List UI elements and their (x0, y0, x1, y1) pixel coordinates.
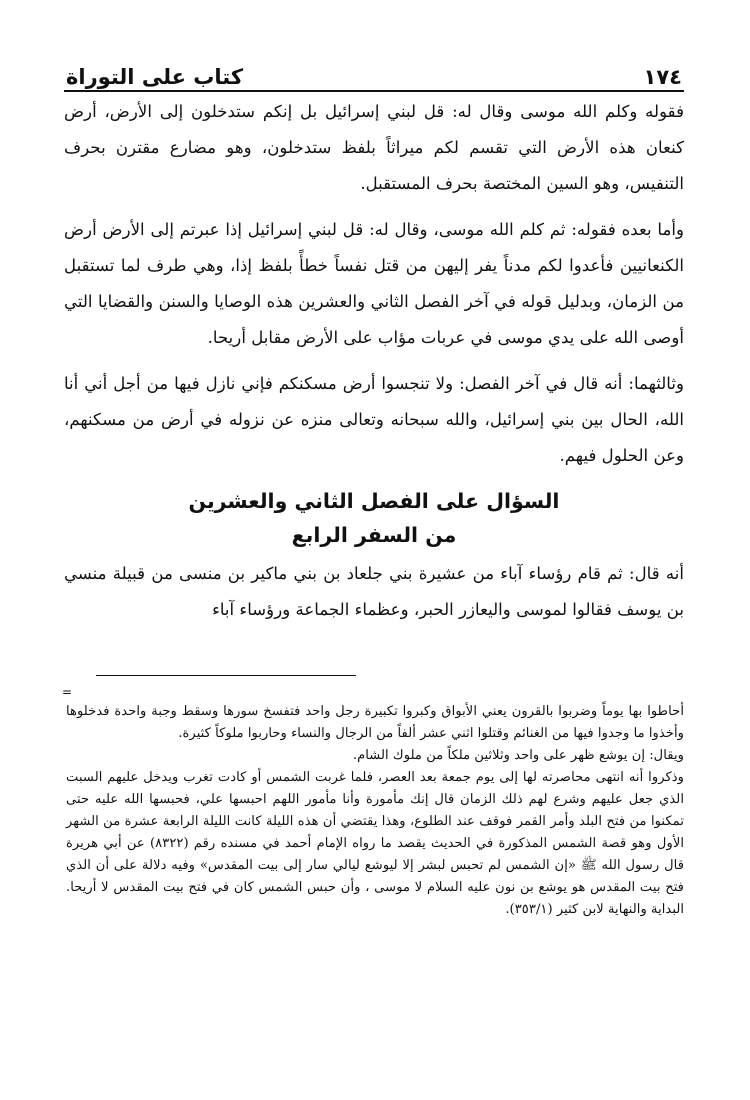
header-rule (64, 90, 684, 92)
footnotes (66, 701, 684, 921)
footnote-continuation-mark: = (62, 685, 73, 699)
page-number: ١٧٤ (643, 65, 682, 89)
footnote-separator (96, 675, 356, 676)
footnote-paragraph: أحاطوا بها يوماً وضربوا بالقرون يعني الأبواق وكبروا تكبيرة رجل واحد فتفسخ سورها وسقط وجبة واحدة فدخلوها وأخذوا ما وجدوا فيها من الغنائم وقتلوا اثني عشر ألفاً من الرجال والنساء وحاربوا ملوكاً كثيرة. (66, 704, 684, 741)
running-title: كتاب على التوراة (66, 65, 244, 89)
paragraph-first: فقوله وكلم الله موسى وقال له: قل لبني إسرائيل بل إنكم ستدخلون إلى الأرض، أرض كنعان هذه الأرض التي تقسم لكم ميراثاً بلفظ ستدخلون، وهو مضارع مقترن بحرف التنفيس، وهو السين المختصة بحرف المستقبل. (64, 102, 684, 193)
footnote-paragraph: ويقال: إن يوشع ظهر على واحد وثلاثين ملكاً من ملوك الشام. (352, 748, 684, 763)
section-heading-line2: من السفر الرابع (291, 523, 457, 547)
paragraph-after-heading: أنه قال: ثم قام رؤساء آباء من عشيرة بني جلعاد بن بني ماكير بن منسى من قبيلة منسي بن يوسف فقالوا لموسى واليعازر الحبر، وعظماء الجماعة ورؤساء آباء (64, 564, 684, 619)
section-heading-line1: السؤال على الفصل الثاني والعشرين (188, 489, 560, 513)
paragraph-second: وأما بعده فقوله: ثم كلم الله موسى، وقال له: قل لبني إسرائيل إذا عبرتم إلى الأرض أرض الكنعانيين فأعدوا لكم مدناً يفر إليهن من قتل نفساً خطأً بلفظ إذا، وهي طرف لما تستقبل من الزمان، وبدليل قوله في آخر الفصل الثاني والعشرين هذه الوصايا والسنن والقضايا التي أوصى الله على يدي موسى في عربات مؤاب على الأرض مقابل أريحا. (64, 220, 684, 347)
page-header (66, 50, 682, 88)
paragraph-third: وثالثهما: أنه قال في آخر الفصل: ولا تنجسوا أرض مسكنكم فإني نازل فيها من أجل أني أنا الله، الحال بين بني إسرائيل، والله سبحانه وتعالى منزه عن نزوله في أرض من مسكنهم، وعن الحلول فيهم. (64, 374, 684, 465)
main-text (64, 94, 684, 628)
footnote-paragraph: وذكروا أنه انتهى محاصرته لها إلى يوم جمعة بعد العصر، فلما غربت الشمس أو كادت تغرب ويدخل عليهم السبت الذي جعل عليهم وشرع لهم ذلك الزمان قال إنك مأمورة وأنا مأمور اللهم احبسها علي، فحبسها الله عليه حتى تمكنوا من فتح البلد وأمر القمر فوقف عند الطلوع، وهذا يقتضي أن هذه الليلة كانت الليلة الرابعة عشرة من الشهر الأول وهو قصة الشمس المذكورة في الحديث يقصد ما رواه الإمام أحمد في مسنده رقم (٨٣٢٢) عن أبي هريرة قال رسول الله ﷺ «إن الشمس لم تحبس لبشر إلا ليوشع ليالي سار إلى بيت المقدس» وفيه دلالة على أن الذي فتح بيت المقدس هو يوشع بن نون عليه السلام لا موسى ، وأن حبس الشمس كان في فتح بيت المقدس لا أريحا. البداية والنهاية لابن كثير (٣٥٣/١). (66, 770, 684, 917)
